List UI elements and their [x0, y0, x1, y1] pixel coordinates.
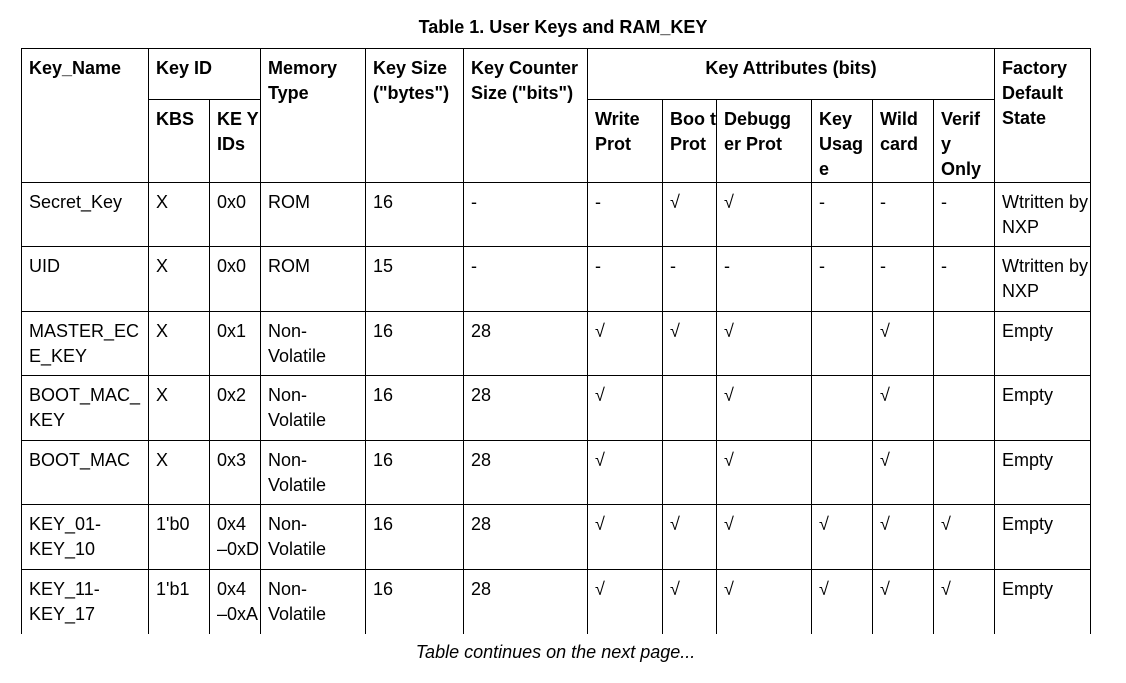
- cell-kbs: 1'b0: [149, 505, 210, 570]
- cell-key-name: KEY_11-KEY_17: [22, 570, 149, 634]
- cell-key-size: 15: [366, 247, 464, 312]
- cell-debugger-prot: √: [717, 183, 812, 247]
- header-debugger-prot: Debugg er Prot: [717, 100, 812, 183]
- cell-verify-only: √: [934, 570, 995, 634]
- cell-verify-only: -: [934, 183, 995, 247]
- cell-debugger-prot: √: [717, 441, 812, 505]
- cell-key-id: 0x0: [210, 183, 261, 247]
- cell-wildcard: √: [873, 505, 934, 570]
- cell-factory-state: Empty: [995, 312, 1091, 376]
- cell-write-prot: √: [588, 570, 663, 634]
- header-key-ids: KE Y IDs: [210, 100, 261, 183]
- header-kbs: KBS: [149, 100, 210, 183]
- cell-key-size: 16: [366, 183, 464, 247]
- cell-key-usage: -: [812, 183, 873, 247]
- cell-key-usage: [812, 441, 873, 505]
- cell-debugger-prot: √: [717, 312, 812, 376]
- cell-key-name: UID: [22, 247, 149, 312]
- cell-key-counter: -: [464, 247, 588, 312]
- header-write-prot: Write Prot: [588, 100, 663, 183]
- cell-debugger-prot: √: [717, 376, 812, 441]
- cell-factory-state: Empty: [995, 570, 1091, 634]
- cell-boot-prot: √: [663, 505, 717, 570]
- header-factory-default-state: Factory Default State: [995, 49, 1091, 183]
- header-key-counter-size: Key Counter Size ("bits"): [464, 49, 588, 183]
- header-wildcard: Wild card: [873, 100, 934, 183]
- cell-key-id: 0x0: [210, 247, 261, 312]
- cell-verify-only: √: [934, 505, 995, 570]
- cell-key-size: 16: [366, 312, 464, 376]
- cell-write-prot: √: [588, 441, 663, 505]
- header-key-id: Key ID: [149, 49, 261, 100]
- cell-key-usage: [812, 312, 873, 376]
- cell-verify-only: [934, 441, 995, 505]
- cell-memory-type: Non-Volatile: [261, 312, 366, 376]
- cell-key-usage: [812, 376, 873, 441]
- table-continues-note: Table continues on the next page...: [415, 642, 696, 662]
- cell-kbs: X: [149, 376, 210, 441]
- cell-wildcard: -: [873, 247, 934, 312]
- cell-key-counter: 28: [464, 570, 588, 634]
- cell-key-size: 16: [366, 570, 464, 634]
- cell-key-id: 0x3: [210, 441, 261, 505]
- header-key-usage: Key Usag e: [812, 100, 873, 183]
- cell-key-name: BOOT_MAC_KEY: [22, 376, 149, 441]
- cell-factory-state: Empty: [995, 505, 1091, 570]
- cell-write-prot: √: [588, 376, 663, 441]
- cell-key-id: 0x2: [210, 376, 261, 441]
- cell-kbs: 1'b1: [149, 570, 210, 634]
- cell-key-usage: -: [812, 247, 873, 312]
- table-row: [22, 247, 1091, 312]
- cell-key-counter: 28: [464, 376, 588, 441]
- cell-write-prot: -: [588, 183, 663, 247]
- cell-boot-prot: √: [663, 312, 717, 376]
- cell-key-counter: 28: [464, 505, 588, 570]
- header-key-attributes: Key Attributes (bits): [588, 49, 995, 100]
- cell-key-counter: -: [464, 183, 588, 247]
- cell-write-prot: -: [588, 247, 663, 312]
- cell-verify-only: [934, 312, 995, 376]
- cell-key-id: 0x4 –0xD: [210, 505, 261, 570]
- cell-verify-only: -: [934, 247, 995, 312]
- cell-factory-state: Empty: [995, 376, 1091, 441]
- table-row: [22, 570, 1091, 634]
- cell-memory-type: Non-Volatile: [261, 441, 366, 505]
- cell-key-usage: √: [812, 570, 873, 634]
- header-boot-prot: Boo t Prot: [663, 100, 717, 183]
- cell-factory-state: Wtritten by NXP: [995, 247, 1091, 312]
- table-row: [22, 441, 1091, 505]
- cell-key-usage: √: [812, 505, 873, 570]
- cell-boot-prot: √: [663, 570, 717, 634]
- table-caption: Table 1. User Keys and RAM_KEY: [418, 17, 708, 37]
- cell-verify-only: [934, 376, 995, 441]
- cell-write-prot: √: [588, 312, 663, 376]
- cell-debugger-prot: √: [717, 570, 812, 634]
- cell-memory-type: ROM: [261, 183, 366, 247]
- cell-key-name: MASTER_ECE_KEY: [22, 312, 149, 376]
- table-row: [22, 183, 1091, 247]
- cell-key-name: KEY_01-KEY_10: [22, 505, 149, 570]
- cell-wildcard: √: [873, 312, 934, 376]
- cell-key-size: 16: [366, 376, 464, 441]
- cell-wildcard: -: [873, 183, 934, 247]
- cell-memory-type: Non-Volatile: [261, 505, 366, 570]
- table-row: [22, 312, 1091, 376]
- header-memory-type: Memory Type: [261, 49, 366, 183]
- cell-factory-state: Wtritten by NXP: [995, 183, 1091, 247]
- cell-key-counter: 28: [464, 441, 588, 505]
- cell-boot-prot: √: [663, 183, 717, 247]
- cell-kbs: X: [149, 183, 210, 247]
- cell-boot-prot: [663, 376, 717, 441]
- cell-memory-type: Non-Volatile: [261, 570, 366, 634]
- header-verify-only: Verif y Only: [934, 100, 995, 183]
- cell-boot-prot: [663, 441, 717, 505]
- header-key-size: Key Size ("bytes"): [366, 49, 464, 183]
- cell-wildcard: √: [873, 570, 934, 634]
- cell-key-counter: 28: [464, 312, 588, 376]
- user-keys-table: [21, 48, 1091, 634]
- cell-key-name: BOOT_MAC: [22, 441, 149, 505]
- header-key-name: Key_Name: [22, 49, 149, 183]
- cell-memory-type: ROM: [261, 247, 366, 312]
- cell-kbs: X: [149, 247, 210, 312]
- table-row: [22, 376, 1091, 441]
- cell-wildcard: √: [873, 376, 934, 441]
- table-row: [22, 505, 1091, 570]
- cell-kbs: X: [149, 312, 210, 376]
- cell-key-name: Secret_Key: [22, 183, 149, 247]
- cell-key-size: 16: [366, 441, 464, 505]
- cell-wildcard: √: [873, 441, 934, 505]
- cell-key-id: 0x1: [210, 312, 261, 376]
- cell-key-size: 16: [366, 505, 464, 570]
- cell-key-id: 0x4 –0xA: [210, 570, 261, 634]
- cell-kbs: X: [149, 441, 210, 505]
- cell-factory-state: Empty: [995, 441, 1091, 505]
- cell-memory-type: Non-Volatile: [261, 376, 366, 441]
- cell-boot-prot: -: [663, 247, 717, 312]
- cell-debugger-prot: -: [717, 247, 812, 312]
- cell-write-prot: √: [588, 505, 663, 570]
- cell-debugger-prot: √: [717, 505, 812, 570]
